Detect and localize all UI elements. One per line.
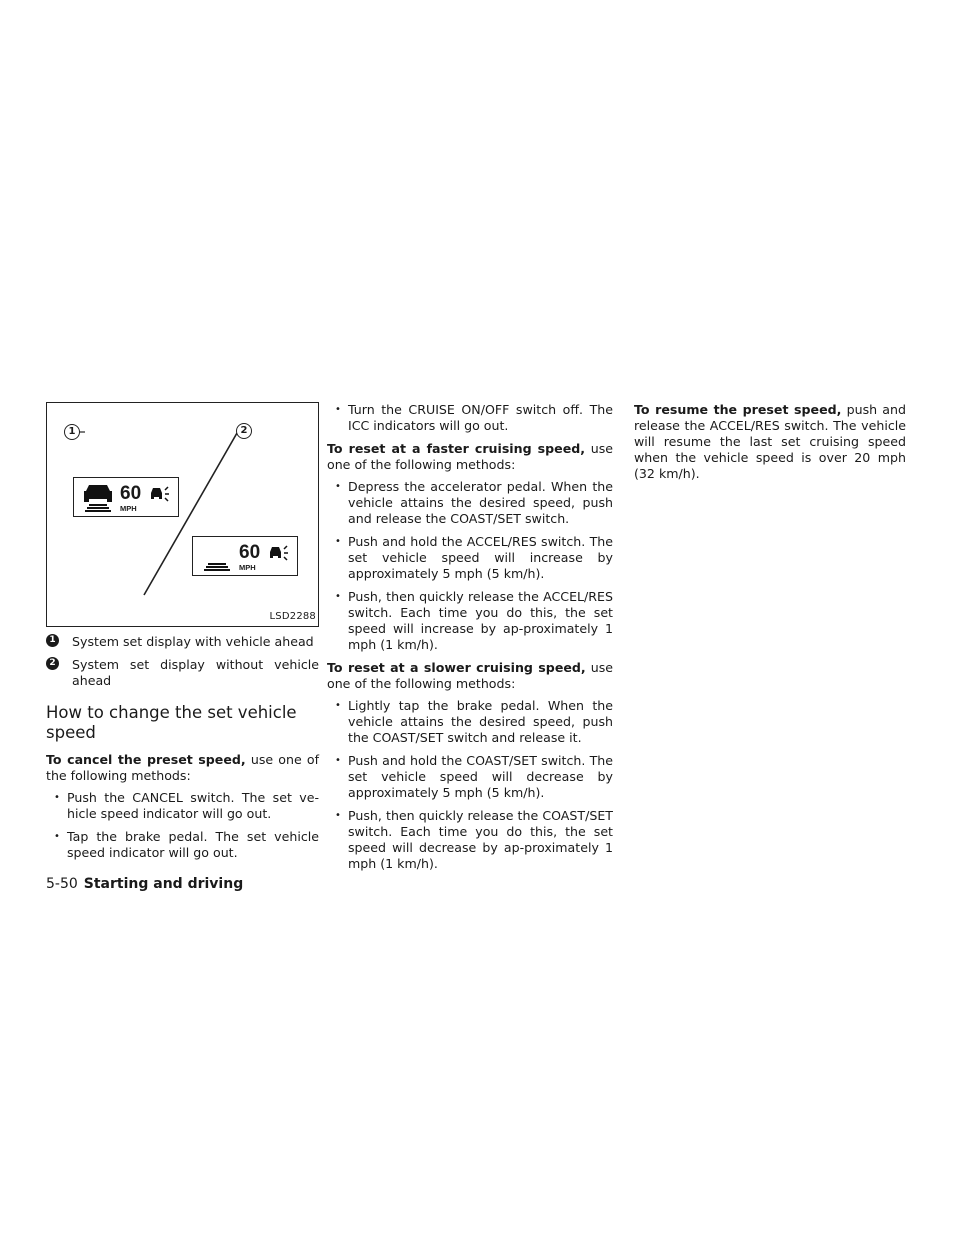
list-item: • Push, then quickly release the COAST/SET switch. Each time you do this, the set speed will decrease by ap-proximately 1 mph (1 km/h). <box>335 808 613 872</box>
list-item: • Push the CANCEL switch. The set ve-hicle speed indicator will go out. <box>54 790 319 822</box>
caption-number: 2 <box>46 657 59 670</box>
column-left <box>46 402 319 868</box>
caption-text: System set display without vehicle ahead <box>72 657 319 688</box>
list-item: • Push and hold the ACCEL/RES switch. The set vehicle speed will increase by approximately 5 mph (5 km/h). <box>335 534 613 582</box>
slower-intro: To reset at a slower cruising speed, use one of the following methods: <box>327 660 613 691</box>
list-item: • Depress the accelerator pedal. When the vehicle attains the desired speed, push and release the COAST/SET switch. <box>335 479 613 527</box>
speed-unit: MPH <box>120 504 137 513</box>
list-item: • Push, then quickly release the ACCEL/RES switch. Each time you do this, the set speed will increase by ap-proximately 1 mph (1 km/h). <box>335 589 613 653</box>
faster-intro: To reset at a faster cruising speed, use one of the following methods: <box>327 441 613 472</box>
caption-1 <box>46 634 319 650</box>
display-with-vehicle <box>73 477 179 517</box>
icc-indicator-icon <box>269 544 289 562</box>
page-number: 5-50 <box>46 876 78 892</box>
list-item: • Turn the CRUISE ON/OFF switch off. The ICC indicators will go out. <box>335 402 613 434</box>
cancel-methods-list <box>46 790 319 861</box>
cancel-methods-list-continued <box>327 402 613 434</box>
list-item: • Lightly tap the brake pedal. When the vehicle attains the desired speed, push the COAST/SET switch and release it. <box>335 698 613 746</box>
callout-2: 2 <box>236 423 252 439</box>
column-middle <box>327 402 613 879</box>
resume-paragraph: To resume the preset speed, push and release the ACCEL/RES switch. The vehicle will resume the last set cruising speed when the vehicle speed is over 20 mph (32 km/h). <box>634 402 907 481</box>
cruise-display-figure <box>46 402 319 627</box>
callout-1: 1 <box>64 424 80 440</box>
page-footer <box>46 876 243 892</box>
section-heading: How to change the set vehicle speed <box>46 703 297 742</box>
set-speed-value: 60 <box>120 483 142 504</box>
list-item: • Push and hold the COAST/SET switch. The set vehicle speed will decrease by approximately 5 mph (5 km/h). <box>335 753 613 801</box>
caption-text: System set display with vehicle ahead <box>72 634 314 649</box>
column-right <box>634 402 906 488</box>
figure-code: LSD2288 <box>269 611 316 622</box>
icc-indicator-icon <box>150 485 170 503</box>
list-item: • Tap the brake pedal. The set vehicle speed indicator will go out. <box>54 829 319 861</box>
caption-number: 1 <box>46 634 59 647</box>
set-speed-value: 60 <box>239 542 261 563</box>
speed-unit: MPH <box>239 563 256 572</box>
display-without-vehicle <box>192 536 298 576</box>
cancel-intro: To cancel the preset speed, use one of the following methods: <box>46 752 319 783</box>
slower-methods-list <box>327 698 613 872</box>
faster-methods-list <box>327 479 613 653</box>
section-title: Starting and driving <box>83 876 244 892</box>
caption-2 <box>46 657 319 689</box>
